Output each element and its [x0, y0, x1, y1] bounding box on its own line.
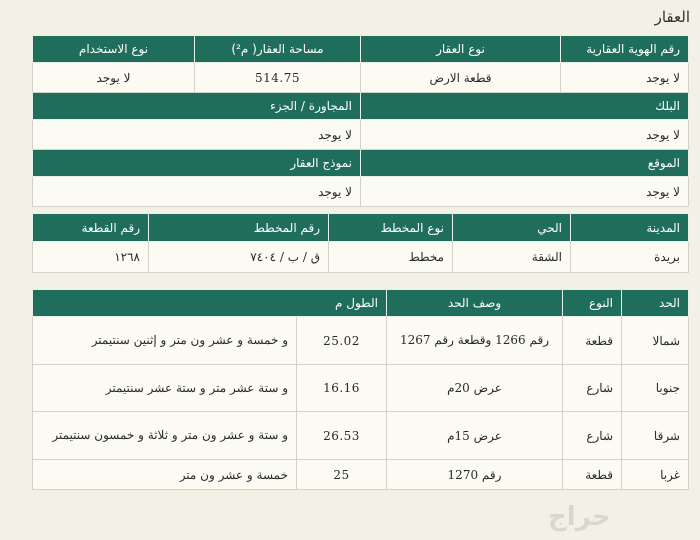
boundary-description: رقم 1270 [387, 460, 563, 490]
boundary-length-words: خمسة و عشر ون متر [33, 460, 297, 490]
value-city: بريدة [571, 242, 689, 273]
header-boundary-type: النوع [563, 290, 622, 317]
table-header-row [33, 290, 689, 317]
header-block: البلك [361, 93, 689, 120]
value-block: لا يوجد [361, 120, 689, 150]
boundary-length: 25.02 [297, 317, 387, 365]
table-header-row [33, 93, 689, 120]
header-plot-number: رقم القطعة [33, 214, 149, 242]
boundary-side: جنوبا [622, 365, 689, 412]
value-location: لا يوجد [361, 177, 689, 207]
value-property-id: لا يوجد [561, 63, 689, 93]
value-plot-number: ١٢٦٨ [33, 242, 149, 273]
value-property-type: قطعة الارض [361, 63, 561, 93]
table-row [33, 242, 689, 273]
table-row [33, 365, 689, 412]
table-header-row [33, 36, 689, 63]
boundary-length-words: و خمسة و عشر ون متر و إثنين سنتيمتر [33, 317, 297, 365]
header-plan-type: نوع المخطط [329, 214, 453, 242]
boundary-length: 16.16 [297, 365, 387, 412]
boundary-length: 25 [297, 460, 387, 490]
boundary-side: شرقا [622, 412, 689, 460]
header-city: المدينة [571, 214, 689, 242]
page-title: العقار [654, 8, 690, 26]
boundary-side: شمالا [622, 317, 689, 365]
haraj-watermark: حراج [548, 502, 611, 532]
table-header-row [33, 214, 689, 242]
property-info-table [32, 35, 689, 207]
boundary-type: شارع [563, 365, 622, 412]
header-property-area: مساحة العقار( م²) [195, 36, 361, 63]
boundary-description: رقم 1266 وقطعة رقم 1267 [387, 317, 563, 365]
table-header-row [33, 150, 689, 177]
boundary-description: عرض 15م [387, 412, 563, 460]
header-property-type: نوع العقار [361, 36, 561, 63]
boundary-description: عرض 20م [387, 365, 563, 412]
value-adjacency: لا يوجد [33, 120, 361, 150]
header-adjacency: المجاورة / الجزء [33, 93, 361, 120]
boundaries-table [32, 289, 689, 490]
header-location: الموقع [361, 150, 689, 177]
boundary-type: قطعة [563, 317, 622, 365]
boundary-length-words: و ستة عشر متر و ستة عشر سنتيمتر [33, 365, 297, 412]
header-boundary-description: وصف الحد [387, 290, 563, 317]
value-plan-number: ق / ب / ٧٤٠٤ [149, 242, 329, 273]
value-district: الشقة [453, 242, 571, 273]
header-property-model: نموذج العقار [33, 150, 361, 177]
table-row [33, 120, 689, 150]
boundary-length-words: و ستة و عشر ون متر و ثلاثة و خمسون سنتيمتر [33, 412, 297, 460]
header-property-id: رقم الهوية العقارية [561, 36, 689, 63]
table-row [33, 63, 689, 93]
value-property-model: لا يوجد [33, 177, 361, 207]
table-row [33, 460, 689, 490]
boundary-type: قطعة [563, 460, 622, 490]
table-row [33, 177, 689, 207]
header-district: الحي [453, 214, 571, 242]
value-usage-type: لا يوجد [33, 63, 195, 93]
header-length: الطول م [33, 290, 387, 317]
header-boundary-side: الحد [622, 290, 689, 317]
value-property-area: 514.75 [195, 63, 361, 93]
boundary-type: شارع [563, 412, 622, 460]
boundary-side: غربا [622, 460, 689, 490]
value-plan-type: مخطط [329, 242, 453, 273]
table-row [33, 412, 689, 460]
boundary-length: 26.53 [297, 412, 387, 460]
header-plan-number: رقم المخطط [149, 214, 329, 242]
table-row [33, 317, 689, 365]
header-usage-type: نوع الاستخدام [33, 36, 195, 63]
plan-info-table [32, 213, 689, 273]
